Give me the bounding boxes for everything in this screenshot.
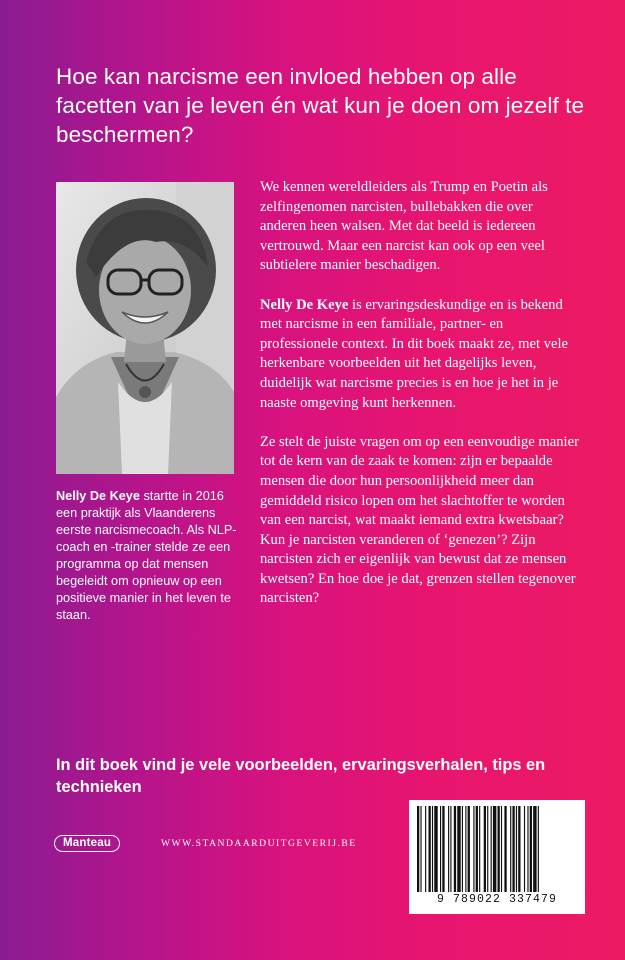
author-bio — [56, 488, 241, 624]
barcode-bar — [432, 806, 433, 892]
blurb-author-name: Nelly De Keye — [260, 296, 349, 313]
barcode-bar — [425, 806, 426, 892]
back-cover-headline: Hoe kan narcisme een invloed hebben op alle facetten van je leven én wat kun je doen om jezelf te beschermen? — [56, 64, 585, 147]
manteau-logo — [54, 832, 120, 854]
barcode-bar — [524, 806, 525, 892]
barcode-bar — [476, 806, 478, 892]
barcode-bar — [512, 806, 514, 892]
barcode-bar — [504, 806, 506, 892]
barcode-bar — [518, 806, 520, 892]
barcode-bars — [417, 806, 577, 892]
barcode-bar — [498, 806, 500, 892]
barcode-bar — [434, 806, 437, 892]
barcode-bar — [510, 806, 511, 892]
blurb — [260, 178, 580, 629]
barcode-bar — [450, 806, 451, 892]
publisher-website: WWW.STANDAARDUITGEVERIJ.BE — [161, 838, 357, 849]
manteau-logo-text: Manteau — [54, 835, 120, 852]
closing-tagline: In dit boek vind je vele voorbeelden, ervaringsverhalen, tips en technieken — [56, 756, 546, 796]
barcode-bar — [479, 806, 480, 892]
barcode-bar — [533, 806, 536, 892]
barcode-bar — [462, 806, 463, 892]
barcode-bar — [473, 806, 474, 892]
blurb-paragraph-2-text: is ervaringsdeskundige en is bekend met narcisme in een familiale, partner- en professionele context. In dit boek maakt ze, met vele herkenbare voorbeelden uit het dagelijks leven, duidelijk wat narcisme precies is en hoe je het in je naaste omgeving kunt herkennen. — [260, 296, 568, 411]
isbn-number: 9 789022 337479 — [436, 893, 558, 906]
barcode-bar — [493, 806, 496, 892]
barcode-bar — [440, 806, 441, 892]
author-bio-text: startte in 2016 een praktijk als Vlaanderens eerste narcismecoach. Als NLP-coach en -trainer stelde ze een programma op dat mensen begeleidt om opnieuw op een positieve manier in het leven te staan. — [56, 489, 237, 622]
isbn-barcode — [409, 800, 585, 914]
barcode-bar — [487, 806, 488, 892]
barcode-bar — [468, 806, 470, 892]
barcode-bar — [420, 806, 421, 892]
barcode-bar — [417, 806, 419, 892]
blurb-paragraph-3: Ze stelt de juiste vragen om op een eenvoudige manier tot de kern van de zaak te komen: zijn er bepaalde mensen die door hun persoonlijkheid meer dan gemiddeld risico lopen om het slachtoffer te worden van een narcist, wat maakt iemand extra kwetsbaar? Kun je narcisten veranderen of ‘genezen’? Zijn narcisten zich er eigenlijk van bewust dat ze mensen kwetsen? En hoe doe je dat, grenzen stellen tegenover narcisten? — [260, 433, 579, 607]
barcode-bar — [457, 806, 460, 892]
barcode-bar — [491, 806, 492, 892]
barcode-bar — [501, 806, 502, 892]
blurb-paragraph-1: We kennen wereldleiders als Trump en Poetin als zelfingenomen narcisten, bullebakken die over anderen heen walsen. Met dat beeld is iedereen vertrouwd. Maar een narcist kan ook op een veel subtielere manier beschadigen. — [260, 179, 548, 274]
author-name: Nelly De Keye — [56, 489, 140, 503]
barcode-bar — [454, 806, 456, 892]
barcode-bar — [484, 806, 486, 892]
barcode-bar — [527, 806, 528, 892]
barcode-bar — [465, 806, 466, 892]
barcode-bar — [530, 806, 532, 892]
barcode-bar — [448, 806, 449, 892]
author-photo — [56, 182, 234, 474]
barcode-bar — [516, 806, 517, 892]
barcode-bar — [442, 806, 444, 892]
barcode-bar — [429, 806, 431, 892]
barcode-bar — [538, 806, 539, 892]
author-portrait-image — [56, 182, 234, 474]
blurb-paragraph-2 — [260, 296, 580, 414]
